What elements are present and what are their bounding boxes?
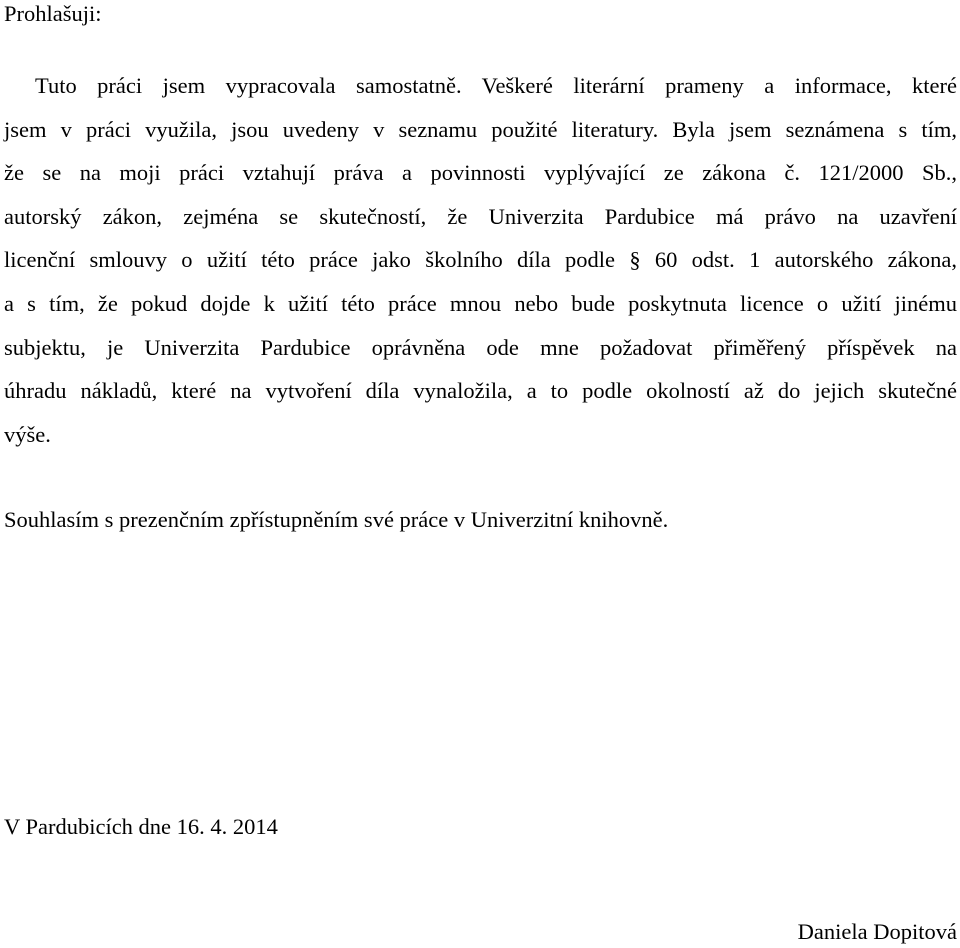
paragraph-line: Tuto práci jsem vypracovala samostatně. Veškeré literární prameny a informace, které xyxy=(35,73,957,98)
author-signature: Daniela Dopitová xyxy=(797,919,957,944)
paragraph-line: a s tím, že pokud dojde k užití této práce mnou nebo bude poskytnuta licence o užití jinému xyxy=(4,290,957,316)
paragraph-line: autorský zákon, zejména se skutečností, že Univerzita Pardubice má právo na uzavření xyxy=(4,203,957,229)
paragraph-line: že se na moji práci vztahují práva a povinnosti vyplývající ze zákona č. 121/2000 Sb., xyxy=(4,160,957,186)
paragraph-line: subjektu, je Univerzita Pardubice oprávněna ode mne požadovat přiměřený příspěvek na xyxy=(4,334,957,360)
paragraph-line: licenční smlouvy o užití této práce jako školního díla podle § 60 odst. 1 autorského zákona, xyxy=(4,247,957,273)
paragraph-line: výše. xyxy=(4,421,51,447)
place-and-date: V Pardubicích dne 16. 4. 2014 xyxy=(4,814,278,839)
declaration-heading: Prohlašuji: xyxy=(4,1,102,26)
paragraph-line: úhradu nákladů, které na vytvoření díla vynaložila, a to podle okolností až do jejich skutečné xyxy=(4,378,957,404)
declaration-paragraph xyxy=(4,64,957,456)
paragraph-line: jsem v práci využila, jsou uvedeny v seznamu použité literatury. Byla jsem seznámena s tím, xyxy=(4,116,957,142)
consent-statement: Souhlasím s prezenčním zpřístupněním své práce v Univerzitní knihovně. xyxy=(4,507,669,532)
